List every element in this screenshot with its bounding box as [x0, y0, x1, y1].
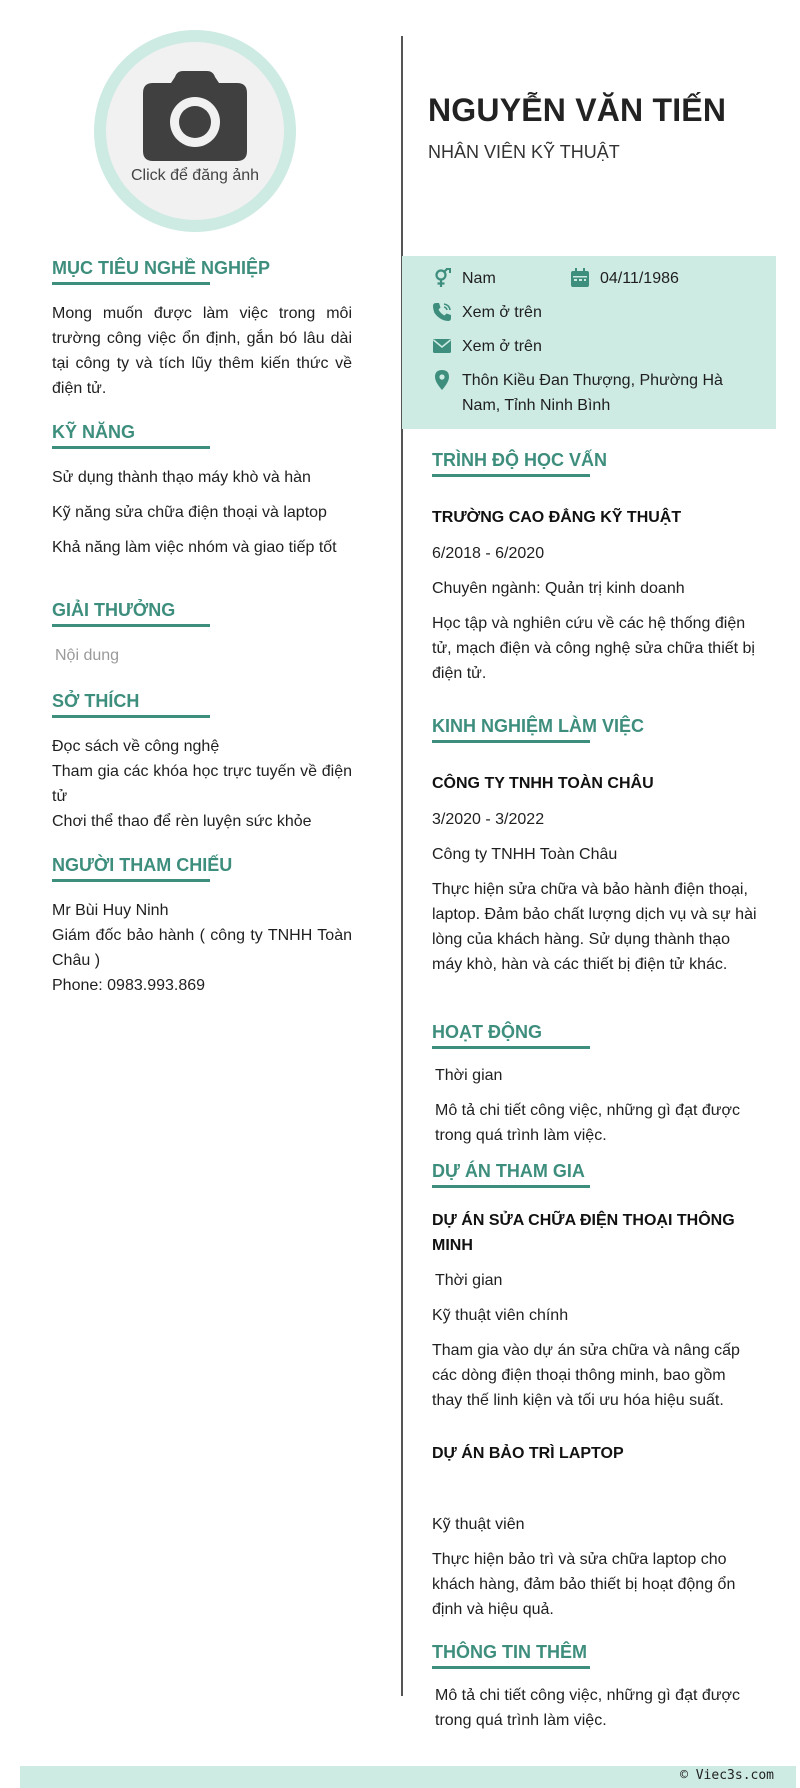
birthdate-value: 04/11/1986 [600, 270, 679, 287]
phone-icon [432, 302, 452, 322]
footer-credit: © Viec3s.com [680, 1768, 774, 1783]
career-goal-text: Mong muốn được làm việc trong môi trường công việc ổn định, gắn bó lâu dài tại công ty và tích lũy thêm kiến thức về điện tử. [52, 305, 352, 397]
photo-caption: Click để đăng ảnh [130, 167, 260, 184]
avatar [94, 30, 296, 232]
career-goal-section [52, 258, 352, 401]
references-section [52, 855, 352, 998]
experience-title: KINH NGHIỆM LÀM VIỆC [432, 716, 758, 743]
projects-section [432, 1161, 758, 1622]
gender-value: Nam [462, 270, 496, 287]
education-title: TRÌNH ĐỘ HỌC VẤN [432, 450, 758, 477]
reference-line: Phone: 0983.993.869 [52, 977, 206, 994]
education-description: Học tập và nghiên cứu về các hệ thống điện tử, mạch điện và công nghệ sửa chữa thiết bị điện tử. [432, 615, 755, 682]
location-pin-icon [432, 370, 452, 390]
calendar-icon [570, 268, 590, 288]
activities-title: HOẠT ĐỘNG [432, 1022, 758, 1049]
contact-gender [432, 266, 496, 291]
hobby-item: Đọc sách về công nghệ [52, 738, 220, 755]
project-name: DỰ ÁN BẢO TRÌ LAPTOP [432, 1445, 624, 1462]
skill-item: Kỹ năng sửa chữa điện thoại và laptop [52, 504, 327, 521]
experience-company: Công ty TNHH Toàn Châu [432, 846, 618, 863]
reference-line: Giám đốc bảo hành ( công ty TNHH Toàn Châu ) [52, 927, 352, 969]
contact-box [402, 256, 776, 429]
experience-description: Thực hiện sửa chữa và bảo hành điện thoại, laptop. Đảm bảo chất lượng dịch vụ và sự hài lòng của khách hàng. Sử dụng thành thạo máy khò, hàn và các thiết bị điện tử khác. [432, 881, 757, 973]
education-major: Chuyên ngành: Quản trị kinh doanh [432, 580, 685, 597]
career-goal-title: MỤC TIÊU NGHỀ NGHIỆP [52, 258, 352, 285]
education-period: 6/2018 - 6/2020 [432, 545, 545, 562]
camera-icon [141, 69, 249, 163]
contact-phone [432, 300, 542, 325]
school-name: TRƯỜNG CAO ĐẲNG KỸ THUẬT [432, 509, 682, 526]
experience-period: 3/2020 - 3/2022 [432, 811, 545, 828]
skill-item: Sử dụng thành thạo máy khò và hàn [52, 469, 311, 486]
contact-email [432, 334, 542, 359]
hobby-item: Tham gia các khóa học trực tuyến về điện tử [52, 763, 352, 805]
awards-title: GIẢI THƯỞNG [52, 600, 352, 627]
email-value: Xem ở trên [462, 338, 542, 355]
project-name: DỰ ÁN SỬA CHỮA ĐIỆN THOẠI THÔNG MINH [432, 1212, 735, 1254]
footer-bar [20, 1766, 796, 1788]
skills-section [52, 422, 352, 560]
awards-placeholder[interactable]: Nội dung [55, 647, 120, 664]
contact-birthdate [570, 266, 679, 291]
extra-info-placeholder[interactable]: Mô tả chi tiết công việc, những gì đạt được trong quá trình làm việc. [435, 1687, 740, 1729]
phone-value: Xem ở trên [462, 304, 542, 321]
projects-title: DỰ ÁN THAM GIA [432, 1161, 758, 1188]
contact-address [432, 368, 752, 418]
project-description: Tham gia vào dự án sửa chữa và nâng cấp các dòng điện thoại thông minh, bao gồm thay thế linh kiện và tối ưu hóa hiệu suất. [432, 1342, 740, 1409]
job-title: NHÂN VIÊN KỸ THUẬT [428, 142, 620, 162]
activities-time-placeholder[interactable]: Thời gian [435, 1067, 503, 1084]
education-section [432, 450, 758, 686]
experience-company-heading: CÔNG TY TNHH TOÀN CHÂU [432, 775, 654, 792]
project-role: Kỹ thuật viên chính [432, 1307, 569, 1324]
email-icon [432, 336, 452, 356]
skills-title: KỸ NĂNG [52, 422, 352, 449]
activities-description-placeholder[interactable]: Mô tả chi tiết công việc, những gì đạt được trong quá trình làm việc. [435, 1102, 740, 1144]
reference-line: Mr Bùi Huy Ninh [52, 902, 169, 919]
project-role: Kỹ thuật viên [432, 1516, 525, 1533]
gender-icon [432, 268, 452, 288]
extra-info-title: THÔNG TIN THÊM [432, 1642, 758, 1669]
full-name: NGUYỄN VĂN TIẾN [428, 92, 727, 128]
hobbies-title: SỞ THÍCH [52, 691, 352, 718]
extra-info-section [432, 1642, 758, 1733]
address-value: Thôn Kiều Đan Thượng, Phường Hà Nam, Tỉnh Ninh Bình [462, 372, 723, 414]
hobbies-section [52, 691, 352, 834]
project-time-placeholder[interactable]: Thời gian [435, 1272, 503, 1289]
project-description: Thực hiện bảo trì và sửa chữa laptop cho khách hàng, đảm bảo thiết bị hoạt động ổn định và hiệu quả. [432, 1551, 736, 1618]
awards-section [52, 600, 352, 668]
references-title: NGƯỜI THAM CHIẾU [52, 855, 352, 882]
upload-photo-button[interactable] [106, 42, 284, 220]
experience-section [432, 716, 758, 977]
skill-item: Khả năng làm việc nhóm và giao tiếp tốt [52, 539, 337, 556]
hobby-item: Chơi thể thao để rèn luyện sức khỏe [52, 813, 312, 830]
activities-section [432, 1022, 758, 1148]
